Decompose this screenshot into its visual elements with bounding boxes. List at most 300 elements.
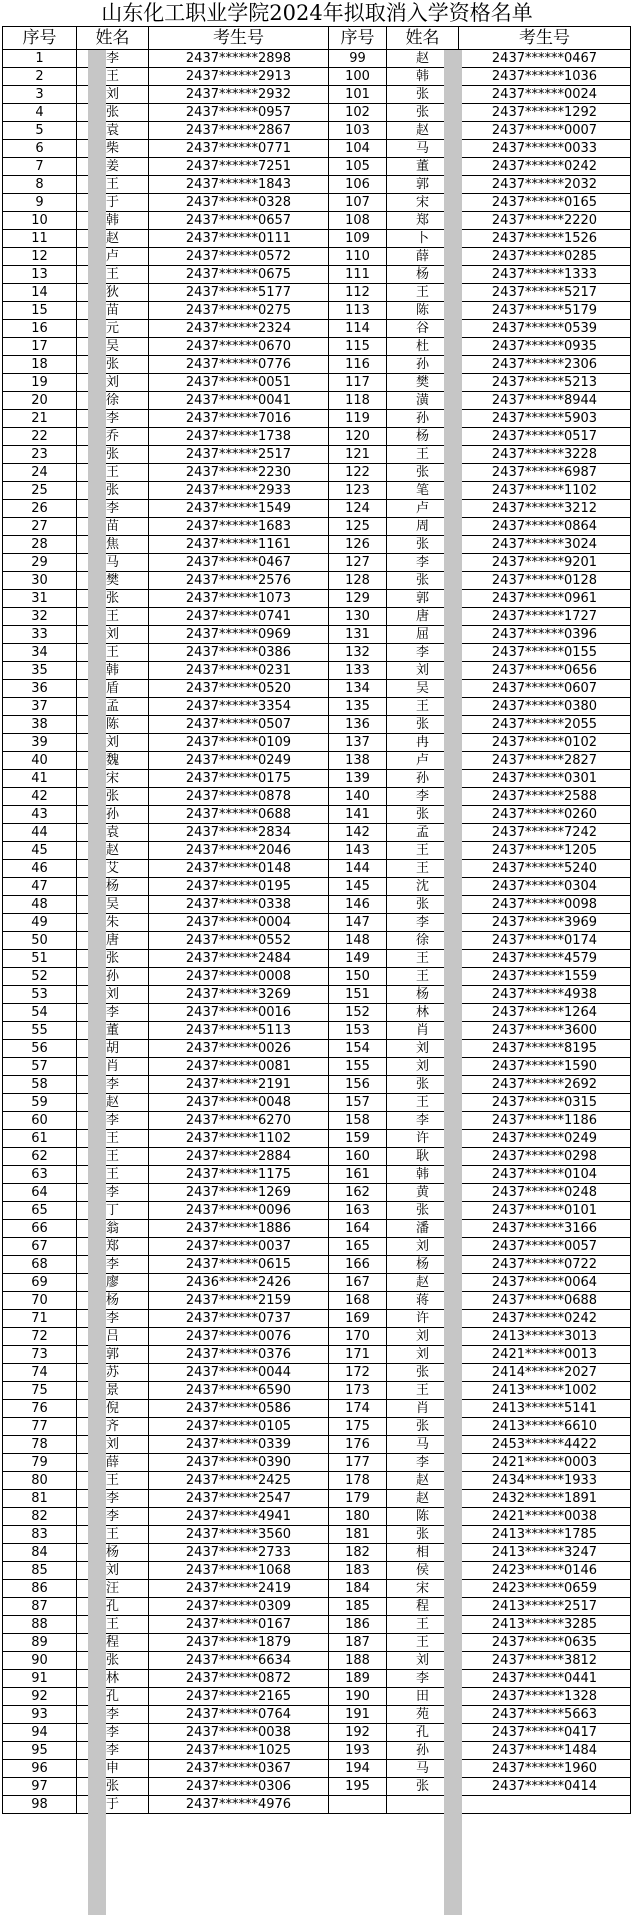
row-number-right: 119	[329, 410, 387, 428]
row-number-right: 177	[329, 1454, 387, 1472]
exam-id-right: 2437******1960	[459, 1760, 631, 1778]
exam-id-right: 2413******6610	[459, 1418, 631, 1436]
student-name-left: 张	[77, 590, 149, 608]
row-number-right: 139	[329, 770, 387, 788]
exam-id-right: 2421******0003	[459, 1454, 631, 1472]
row-number-left: 36	[3, 680, 77, 698]
exam-id-right: 2437******1328	[459, 1688, 631, 1706]
row-number-left: 34	[3, 644, 77, 662]
row-number-right: 181	[329, 1526, 387, 1544]
row-number-left: 84	[3, 1544, 77, 1562]
exam-id-left: 2437******0026	[149, 1040, 329, 1058]
row-number-right: 157	[329, 1094, 387, 1112]
student-name-left: 孟	[77, 698, 149, 716]
student-name-left: 林	[77, 1670, 149, 1688]
row-number-left: 82	[3, 1508, 77, 1526]
row-number-right: 112	[329, 284, 387, 302]
row-number-right: 148	[329, 932, 387, 950]
exam-id-left: 2437******0038	[149, 1724, 329, 1742]
student-name-left: 袁	[77, 824, 149, 842]
row-number-left: 53	[3, 986, 77, 1004]
row-number-left: 72	[3, 1328, 77, 1346]
exam-id-right: 2437******2032	[459, 176, 631, 194]
exam-id-left: 2437******1683	[149, 518, 329, 536]
student-name-right: 张	[387, 1202, 459, 1220]
row-number-right: 171	[329, 1346, 387, 1364]
exam-id-left: 2437******0008	[149, 968, 329, 986]
student-name-right: 张	[387, 1526, 459, 1544]
exam-id-right: 2437******3969	[459, 914, 631, 932]
student-name-right: 耿	[387, 1148, 459, 1166]
student-name-left: 张	[77, 788, 149, 806]
exam-id-right: 2437******0517	[459, 428, 631, 446]
row-number-left: 20	[3, 392, 77, 410]
row-number-right: 168	[329, 1292, 387, 1310]
exam-id-right: 2437******1484	[459, 1742, 631, 1760]
exam-id-right: 2437******0635	[459, 1634, 631, 1652]
student-name-left: 胡	[77, 1040, 149, 1058]
exam-id-left: 2437******1549	[149, 500, 329, 518]
student-name-right: 刘	[387, 1058, 459, 1076]
student-name-left: 张	[77, 446, 149, 464]
student-name-right: 刘	[387, 1346, 459, 1364]
student-name-left: 卢	[77, 248, 149, 266]
row-number-left: 11	[3, 230, 77, 248]
exam-id-left: 2437******0231	[149, 662, 329, 680]
row-number-right: 102	[329, 104, 387, 122]
student-name-right: 张	[387, 1364, 459, 1382]
exam-id-right: 2437******0285	[459, 248, 631, 266]
row-number-right: 187	[329, 1634, 387, 1652]
student-name-left: 王	[77, 68, 149, 86]
row-number-right: 135	[329, 698, 387, 716]
row-number-right: 111	[329, 266, 387, 284]
student-name-left: 马	[77, 554, 149, 572]
student-name-right: 王	[387, 1382, 459, 1400]
student-name-right: 韩	[387, 68, 459, 86]
row-number-right: 161	[329, 1166, 387, 1184]
student-name-right: 谷	[387, 320, 459, 338]
row-number-left: 50	[3, 932, 77, 950]
student-name-right: 张	[387, 536, 459, 554]
exam-id-left: 2437******0367	[149, 1760, 329, 1778]
exam-id-left: 2437******0688	[149, 806, 329, 824]
exam-id-left: 2437******1843	[149, 176, 329, 194]
student-name-right: 王	[387, 968, 459, 986]
row-number-left: 48	[3, 896, 77, 914]
student-name-left: 李	[77, 50, 149, 68]
exam-id-right: 2437******0248	[459, 1184, 631, 1202]
row-number-right: 180	[329, 1508, 387, 1526]
exam-id-left: 2437******0878	[149, 788, 329, 806]
student-name-right: 赵	[387, 1490, 459, 1508]
exam-id-right: 2437******0414	[459, 1778, 631, 1796]
student-name-right: 宋	[387, 1580, 459, 1598]
student-name-left: 李	[77, 1184, 149, 1202]
exam-id-left: 2437******0048	[149, 1094, 329, 1112]
redaction-bar-left	[88, 50, 106, 1915]
exam-id-left: 2437******2913	[149, 68, 329, 86]
exam-id-left: 2437******2517	[149, 446, 329, 464]
exam-id-right: 2437******0298	[459, 1148, 631, 1166]
exam-id-right: 2437******1102	[459, 482, 631, 500]
exam-id-right: 2437******0098	[459, 896, 631, 914]
exam-id-right: 2437******1526	[459, 230, 631, 248]
row-number-right: 122	[329, 464, 387, 482]
exam-id-left: 2437******2046	[149, 842, 329, 860]
row-number-right: 176	[329, 1436, 387, 1454]
row-number-left: 38	[3, 716, 77, 734]
student-name-right: 张	[387, 716, 459, 734]
exam-id-right: 2437******1036	[459, 68, 631, 86]
student-name-left: 杨	[77, 1544, 149, 1562]
exam-id-left: 2437******0338	[149, 896, 329, 914]
student-name-right: 孙	[387, 770, 459, 788]
row-number-left: 92	[3, 1688, 77, 1706]
exam-id-right: 2437******0607	[459, 680, 631, 698]
student-name-left: 李	[77, 1076, 149, 1094]
exam-id-right: 2437******0007	[459, 122, 631, 140]
row-number-right: 127	[329, 554, 387, 572]
exam-id-right: 2437******4938	[459, 986, 631, 1004]
student-name-left: 宋	[77, 770, 149, 788]
row-number-left: 21	[3, 410, 77, 428]
student-name-left: 王	[77, 644, 149, 662]
exam-id-right: 2437******0104	[459, 1166, 631, 1184]
exam-id-left: 2437******1073	[149, 590, 329, 608]
student-name-right: 李	[387, 1454, 459, 1472]
student-name-left: 魏	[77, 752, 149, 770]
student-name-right: 李	[387, 914, 459, 932]
exam-id-left: 2437******0275	[149, 302, 329, 320]
student-name-right: 程	[387, 1598, 459, 1616]
row-number-right: 167	[329, 1274, 387, 1292]
exam-id-right: 2437******0864	[459, 518, 631, 536]
row-number-left: 86	[3, 1580, 77, 1598]
row-number-left: 49	[3, 914, 77, 932]
exam-id-right: 2437******2055	[459, 716, 631, 734]
row-number-right: 164	[329, 1220, 387, 1238]
row-number-right: 174	[329, 1400, 387, 1418]
student-name-left: 张	[77, 104, 149, 122]
student-name-right: 赵	[387, 122, 459, 140]
row-number-right: 103	[329, 122, 387, 140]
student-name-right: 许	[387, 1130, 459, 1148]
student-name-left: 肖	[77, 1058, 149, 1076]
document-title: 山东化工职业学院2024年拟取消入学资格名单	[101, 1, 533, 25]
student-name-left: 赵	[77, 842, 149, 860]
student-name-left: 王	[77, 608, 149, 626]
row-number-right: 147	[329, 914, 387, 932]
row-number-right: 104	[329, 140, 387, 158]
row-number-left: 44	[3, 824, 77, 842]
exam-id-left: 2437******2576	[149, 572, 329, 590]
exam-id-left: 2437******2933	[149, 482, 329, 500]
row-number-right: 123	[329, 482, 387, 500]
student-name-right: 孙	[387, 356, 459, 374]
row-number-left: 45	[3, 842, 77, 860]
student-name-right: 王	[387, 698, 459, 716]
row-number-left: 57	[3, 1058, 77, 1076]
student-name-right: 张	[387, 86, 459, 104]
row-number-left: 46	[3, 860, 77, 878]
row-number-right: 108	[329, 212, 387, 230]
row-number-right: 160	[329, 1148, 387, 1166]
student-name-left: 倪	[77, 1400, 149, 1418]
student-name-left: 王	[77, 1166, 149, 1184]
exam-id-right: 2413******3247	[459, 1544, 631, 1562]
student-name-left: 张	[77, 1652, 149, 1670]
student-name-right: 王	[387, 1634, 459, 1652]
student-name-right: 刘	[387, 1238, 459, 1256]
row-number-right: 118	[329, 392, 387, 410]
student-name-left: 张	[77, 1778, 149, 1796]
student-name-left: 杨	[77, 878, 149, 896]
row-number-left: 64	[3, 1184, 77, 1202]
row-number-right: 190	[329, 1688, 387, 1706]
row-number-left: 43	[3, 806, 77, 824]
exam-id-left: 2437******2547	[149, 1490, 329, 1508]
exam-id-left: 2437******0615	[149, 1256, 329, 1274]
row-number-left: 6	[3, 140, 77, 158]
student-name-left: 程	[77, 1634, 149, 1652]
row-number-left: 4	[3, 104, 77, 122]
student-name-right: 苑	[387, 1706, 459, 1724]
exam-id-left: 2437******0037	[149, 1238, 329, 1256]
exam-id-right: 2423******0659	[459, 1580, 631, 1598]
student-name-right: 陈	[387, 302, 459, 320]
student-name-left: 刘	[77, 1436, 149, 1454]
student-name-left: 王	[77, 1616, 149, 1634]
row-number-left: 12	[3, 248, 77, 266]
exam-id-right: 2437******0174	[459, 932, 631, 950]
exam-id-left: 2437******0670	[149, 338, 329, 356]
exam-id-right: 2437******0935	[459, 338, 631, 356]
student-name-left: 盾	[77, 680, 149, 698]
exam-id-left: 2437******1738	[149, 428, 329, 446]
student-name-right: 黄	[387, 1184, 459, 1202]
header-name-left: 姓名	[77, 27, 149, 50]
student-name-left: 刘	[77, 374, 149, 392]
student-name-left: 赵	[77, 230, 149, 248]
exam-id-left: 2437******0016	[149, 1004, 329, 1022]
student-name-left: 韩	[77, 212, 149, 230]
student-name-left: 李	[77, 1508, 149, 1526]
student-name-left: 齐	[77, 1418, 149, 1436]
exam-id-left: 2437******2867	[149, 122, 329, 140]
row-number-left: 35	[3, 662, 77, 680]
student-name-right: 唐	[387, 608, 459, 626]
student-name-left: 王	[77, 266, 149, 284]
row-number-right: 183	[329, 1562, 387, 1580]
student-name-left: 景	[77, 1382, 149, 1400]
row-number-right: 179	[329, 1490, 387, 1508]
exam-id-left: 2437******1269	[149, 1184, 329, 1202]
student-name-right: 王	[387, 842, 459, 860]
row-number-right: 140	[329, 788, 387, 806]
row-number-left: 2	[3, 68, 77, 86]
row-number-right: 134	[329, 680, 387, 698]
exam-id-left: 2437******0041	[149, 392, 329, 410]
exam-id-left: 2437******0044	[149, 1364, 329, 1382]
exam-id-left: 2437******0339	[149, 1436, 329, 1454]
exam-id-left: 2437******2932	[149, 86, 329, 104]
student-name-left: 艾	[77, 860, 149, 878]
student-name-left: 李	[77, 500, 149, 518]
row-number-right: 132	[329, 644, 387, 662]
student-name-right: 宋	[387, 194, 459, 212]
student-name-right: 林	[387, 1004, 459, 1022]
student-name-left: 李	[77, 1004, 149, 1022]
exam-id-right: 2437******5903	[459, 410, 631, 428]
row-number-right: 188	[329, 1652, 387, 1670]
row-number-right: 120	[329, 428, 387, 446]
student-name-left: 李	[77, 1112, 149, 1130]
exam-id-left: 2437******0111	[149, 230, 329, 248]
row-number-left: 30	[3, 572, 77, 590]
exam-id-left: 2437******2230	[149, 464, 329, 482]
row-number-right: 191	[329, 1706, 387, 1724]
row-number-left: 98	[3, 1796, 77, 1814]
row-number-right: 178	[329, 1472, 387, 1490]
student-name-right: 张	[387, 104, 459, 122]
student-name-right: 刘	[387, 1328, 459, 1346]
exam-id-right: 2437******3212	[459, 500, 631, 518]
row-number-left: 89	[3, 1634, 77, 1652]
exam-id-right: 2414******2027	[459, 1364, 631, 1382]
row-number-right: 158	[329, 1112, 387, 1130]
row-number-left: 5	[3, 122, 77, 140]
exam-id-left: 2437******0741	[149, 608, 329, 626]
row-number-left: 85	[3, 1562, 77, 1580]
row-number-left: 17	[3, 338, 77, 356]
exam-id-right: 2437******2827	[459, 752, 631, 770]
row-number-left: 87	[3, 1598, 77, 1616]
student-name-left: 王	[77, 1130, 149, 1148]
student-name-right: 杨	[387, 266, 459, 284]
row-number-right: 163	[329, 1202, 387, 1220]
empty-cell	[329, 1796, 387, 1814]
row-number-left: 79	[3, 1454, 77, 1472]
exam-id-left: 2437******1886	[149, 1220, 329, 1238]
exam-id-right: 2437******1727	[459, 608, 631, 626]
student-name-right: 李	[387, 1670, 459, 1688]
row-number-left: 37	[3, 698, 77, 716]
row-number-right: 138	[329, 752, 387, 770]
student-name-left: 孙	[77, 968, 149, 986]
row-number-left: 63	[3, 1166, 77, 1184]
student-name-right: 王	[387, 860, 459, 878]
student-name-right: 杨	[387, 1256, 459, 1274]
student-name-left: 孙	[77, 806, 149, 824]
row-number-left: 22	[3, 428, 77, 446]
exam-id-right: 2437******1186	[459, 1112, 631, 1130]
row-number-left: 60	[3, 1112, 77, 1130]
row-number-left: 3	[3, 86, 77, 104]
student-name-right: 孟	[387, 824, 459, 842]
exam-id-left: 2437******2419	[149, 1580, 329, 1598]
exam-id-left: 2437******0552	[149, 932, 329, 950]
row-number-left: 74	[3, 1364, 77, 1382]
student-name-right: 李	[387, 1112, 459, 1130]
exam-id-left: 2437******0109	[149, 734, 329, 752]
student-name-left: 狄	[77, 284, 149, 302]
row-number-right: 194	[329, 1760, 387, 1778]
student-name-right: 薛	[387, 248, 459, 266]
exam-id-left: 2437******1161	[149, 536, 329, 554]
student-name-right: 刘	[387, 1652, 459, 1670]
student-name-left: 刘	[77, 986, 149, 1004]
exam-id-right: 2437******0656	[459, 662, 631, 680]
row-number-left: 18	[3, 356, 77, 374]
exam-id-left: 2437******1102	[149, 1130, 329, 1148]
row-number-right: 130	[329, 608, 387, 626]
exam-id-left: 2437******4976	[149, 1796, 329, 1814]
row-number-right: 121	[329, 446, 387, 464]
exam-id-right: 2437******0301	[459, 770, 631, 788]
student-name-right: 赵	[387, 1274, 459, 1292]
row-number-left: 81	[3, 1490, 77, 1508]
row-number-right: 166	[329, 1256, 387, 1274]
exam-id-right: 2432******1891	[459, 1490, 631, 1508]
exam-id-left: 2437******0309	[149, 1598, 329, 1616]
row-number-right: 142	[329, 824, 387, 842]
row-number-left: 78	[3, 1436, 77, 1454]
row-number-left: 52	[3, 968, 77, 986]
student-name-left: 刘	[77, 734, 149, 752]
student-name-right: 马	[387, 1760, 459, 1778]
student-name-right: 杨	[387, 428, 459, 446]
student-name-right: 王	[387, 950, 459, 968]
row-number-left: 83	[3, 1526, 77, 1544]
exam-id-right: 2437******1559	[459, 968, 631, 986]
student-name-right: 潢	[387, 392, 459, 410]
student-name-left: 董	[77, 1022, 149, 1040]
exam-id-right: 2437******0057	[459, 1238, 631, 1256]
student-name-left: 姜	[77, 158, 149, 176]
exam-id-right: 2437******1205	[459, 842, 631, 860]
student-name-right: 董	[387, 158, 459, 176]
empty-cell	[459, 1796, 631, 1814]
row-number-right: 106	[329, 176, 387, 194]
row-number-left: 15	[3, 302, 77, 320]
student-name-left: 丁	[77, 1202, 149, 1220]
exam-id-right: 2437******0064	[459, 1274, 631, 1292]
row-number-right: 156	[329, 1076, 387, 1094]
row-number-left: 94	[3, 1724, 77, 1742]
exam-id-right: 2437******7242	[459, 824, 631, 842]
exam-id-left: 2437******0957	[149, 104, 329, 122]
student-name-right: 卢	[387, 752, 459, 770]
row-number-left: 65	[3, 1202, 77, 1220]
exam-id-right: 2413******1002	[459, 1382, 631, 1400]
student-name-right: 周	[387, 518, 459, 536]
row-number-left: 25	[3, 482, 77, 500]
exam-id-right: 2437******0315	[459, 1094, 631, 1112]
exam-id-left: 2437******3269	[149, 986, 329, 1004]
row-number-right: 143	[329, 842, 387, 860]
exam-id-right: 2437******0128	[459, 572, 631, 590]
exam-id-right: 2413******5141	[459, 1400, 631, 1418]
student-name-left: 刘	[77, 626, 149, 644]
exam-id-left: 2437******0520	[149, 680, 329, 698]
student-name-left: 徐	[77, 392, 149, 410]
student-name-left: 王	[77, 176, 149, 194]
exam-id-left: 2437******0148	[149, 860, 329, 878]
student-name-left: 张	[77, 950, 149, 968]
row-number-right: 159	[329, 1130, 387, 1148]
student-name-left: 樊	[77, 572, 149, 590]
